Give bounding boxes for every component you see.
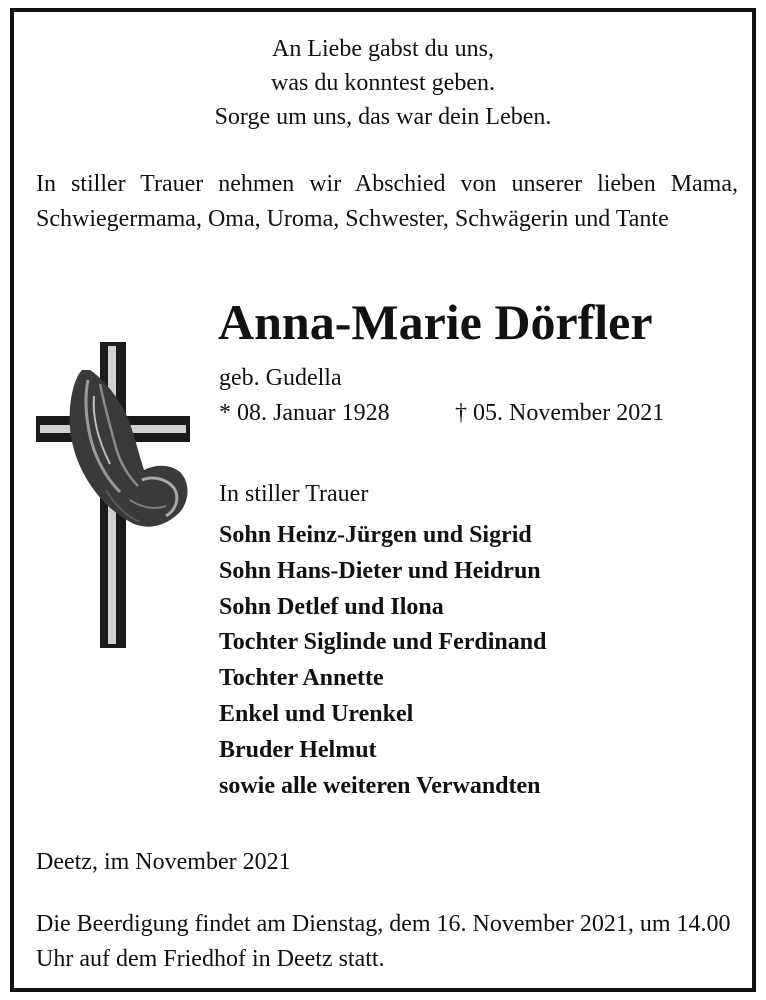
intro-text: In stiller Trauer nehmen wir Abschied von unserer lieben Mama, Schwiegermama, Oma, Uroma, Schwester, Schwägerin und Tante: [36, 171, 738, 232]
maiden-name: geb. Gudella: [219, 365, 342, 391]
list-item: Sohn Hans-Dieter und Heidrun: [219, 557, 541, 584]
mourners-list: [219, 518, 546, 804]
list-item: sowie alle weiteren Verwandten: [219, 772, 541, 799]
praying-hands-icon: [70, 370, 188, 527]
obituary-notice: [10, 8, 756, 992]
memorial-poem: [14, 32, 752, 134]
deceased-name: Anna-Marie Dörfler: [218, 294, 653, 350]
list-item: Bruder Helmut: [219, 736, 377, 763]
funeral-info: Die Beerdigung findet am Dienstag, dem 16. November 2021, um 14.00 Uhr auf dem Friedhof in Deetz statt.: [36, 911, 731, 972]
poem-line: An Liebe gabst du uns,: [272, 36, 494, 62]
list-item: Sohn Heinz-Jürgen und Sigrid: [219, 522, 532, 548]
cross-with-praying-hands-icon: [34, 340, 194, 650]
birth-date: * 08. Januar 1928: [219, 400, 390, 426]
list-item: Sohn Detlef und Ilona: [219, 593, 444, 620]
place-date: Deetz, im November 2021: [36, 849, 291, 875]
poem-line: Sorge um uns, das war dein Leben.: [214, 104, 552, 130]
list-item: Tochter Annette: [219, 665, 384, 692]
poem-line: was du konntest geben.: [271, 70, 495, 96]
list-item: Enkel und Urenkel: [219, 700, 414, 727]
death-date: † 05. November 2021: [455, 400, 665, 426]
list-item: Tochter Siglinde und Ferdinand: [219, 629, 547, 656]
life-dates: [219, 397, 665, 429]
mourning-heading: In stiller Trauer: [219, 481, 369, 507]
